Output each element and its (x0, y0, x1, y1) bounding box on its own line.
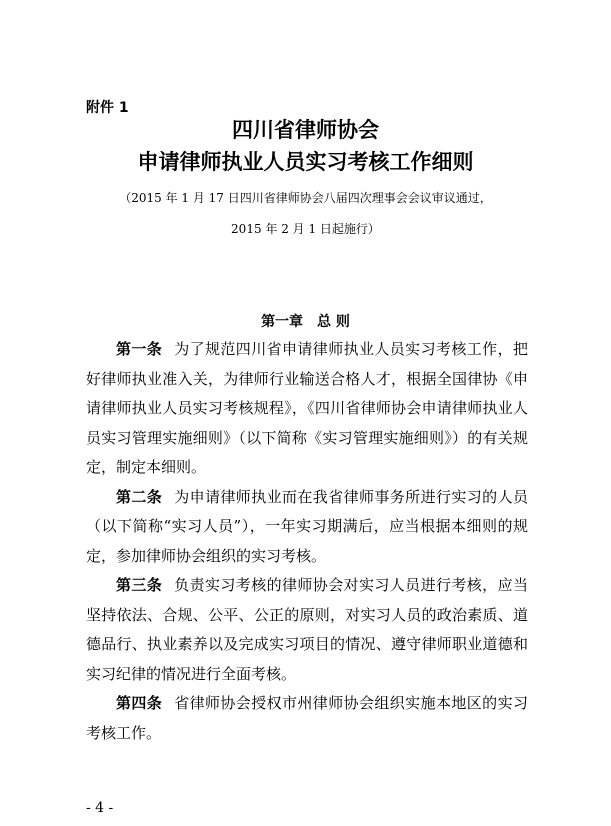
chapter-heading: 第一章 总 则 (261, 314, 350, 330)
article-1 (86, 335, 528, 483)
document-subtitle-line-2: 2015 年 2 月 1 日起施行） (231, 222, 380, 236)
document-body (86, 335, 528, 748)
article-number: 第二条 (116, 487, 163, 506)
article-4 (86, 689, 528, 748)
attachment-label: 附件 1 (86, 100, 129, 116)
article-2 (86, 483, 528, 572)
article-text: 为了规范四川省申请律师执业人员实习考核工作，把好律师执业准入关，为律师行业输送合格人才，根据全国律协《申请律师执业人员实习考核规程》，《四川省律师协会申请律师执业人员实习管理实施细则》（以下简称《实习管理实施细则》）的有关规定，制定本细则。 (86, 340, 528, 476)
article-text: 负责实习考核的律师协会对实习人员进行考核，应当坚持依法、合规、公平、公正的原则，对实习人员的政治素质、道德品行、执业素养以及完成实习项目的情况、遵守律师职业道德和实习纪律的情况进行全面考核。 (86, 576, 528, 683)
article-number: 第三条 (116, 576, 163, 594)
article-text: 为申请律师执业而在我省律师事务所进行实习的人员（以下简称“实习人员”），一年实习期满后，应当根据本细则的规定，参加律师协会组织的实习考核。 (86, 487, 528, 565)
page-number: - 4 - (86, 800, 114, 816)
article-text: 省律师协会授权市州律师协会组织实施本地区的实习考核工作。 (86, 694, 528, 742)
document-subtitle-line-1: （2015 年 1 月 17 日四川省律师协会八届四次理事会会议审议通过， (119, 191, 492, 205)
article-3 (86, 571, 528, 689)
document-title-line-1: 四川省律师协会 (232, 118, 379, 142)
article-number: 第一条 (116, 340, 163, 358)
article-number: 第四条 (116, 694, 163, 712)
document-title-line-2: 申请律师执业人员实习考核工作细则 (137, 150, 474, 174)
